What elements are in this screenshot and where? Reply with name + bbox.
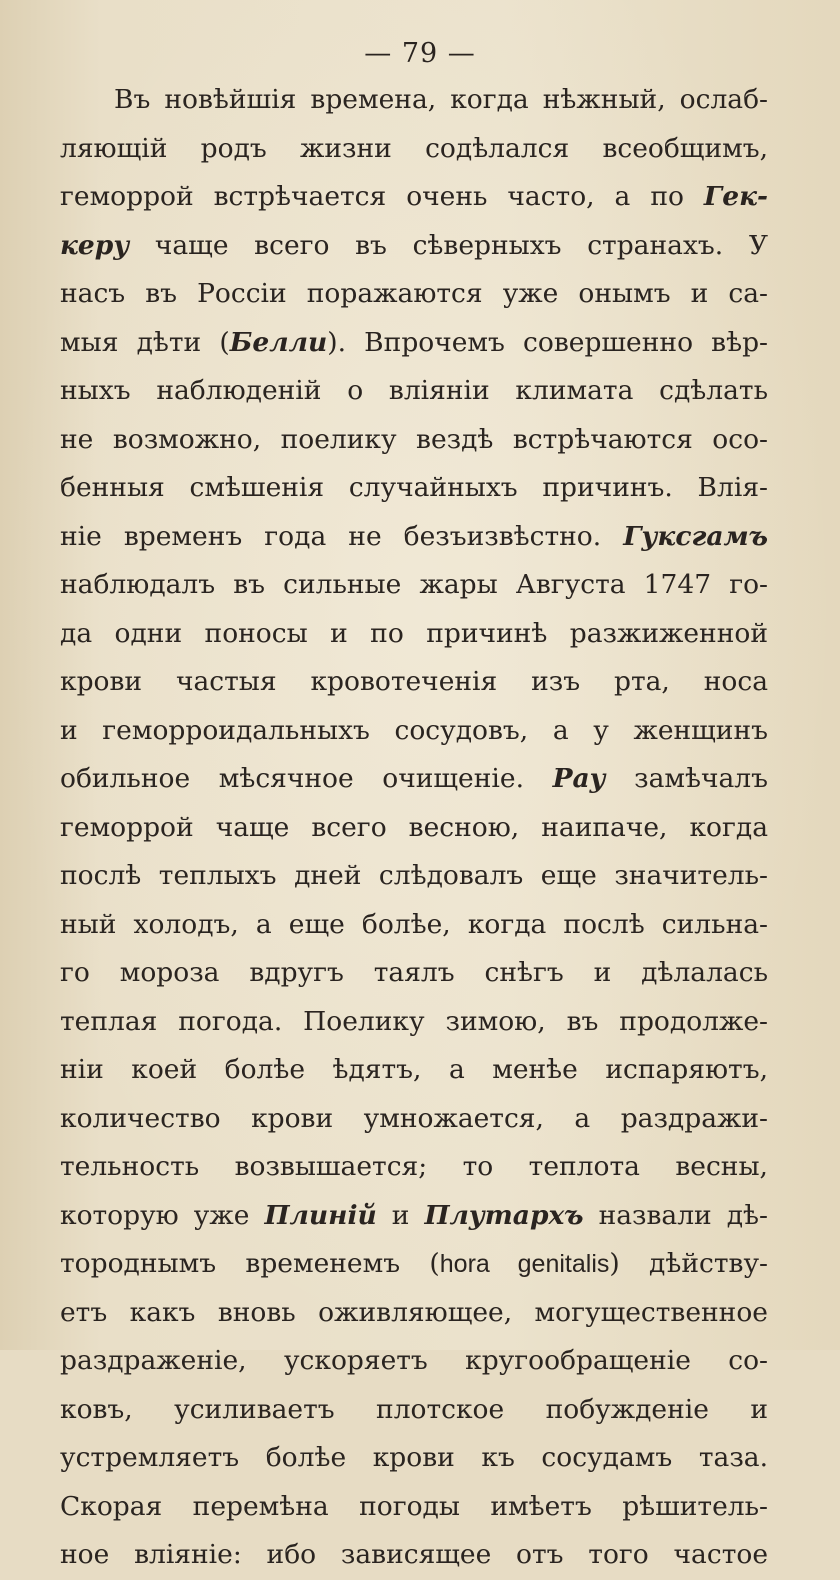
text-segment: Въ новѣйшія времена, когда нѣжный, ослаб- [114, 84, 768, 115]
text-line [60, 270, 768, 319]
text-segment: теплая погода. Поелику зимою, въ продолже- [60, 1005, 768, 1037]
text-segment: количество крови умножается, а раздражи- [60, 1102, 768, 1134]
author-name: Белли [229, 326, 328, 358]
text-segment: ковъ, усиливаетъ плотское побужденіе и [60, 1393, 768, 1425]
text-segment: бенныя смѣшенія случайныхъ причинъ. Влія- [60, 472, 768, 503]
text-line [60, 755, 768, 804]
text-line [60, 949, 768, 998]
text-segment: геморрой встрѣчается очень часто, а по [60, 181, 704, 212]
text-segment: Скорая перемѣна погоды имѣетъ рѣшитель- [60, 1490, 768, 1522]
text-segment: устремляетъ болѣе крови къ сосудамъ таза. [60, 1442, 768, 1473]
text-line [60, 125, 768, 174]
text-line [60, 1095, 768, 1144]
text-segment: ное вліяніе: ибо зависящее отъ того частое [60, 1539, 768, 1570]
text-line [60, 1289, 768, 1338]
text-line [60, 707, 768, 756]
text-line [60, 1192, 768, 1241]
text-segment: насъ въ Россіи поражаются уже онымъ и са- [60, 278, 768, 309]
latin-phrase: hora genitalis [439, 1250, 610, 1278]
text-line [60, 222, 768, 271]
text-line [60, 1240, 768, 1289]
text-line [60, 367, 768, 416]
text-line [60, 76, 768, 125]
text-segment: раздраженіе, ускоряетъ кругообращеніе со- [60, 1345, 768, 1376]
author-name: керу [60, 229, 130, 261]
text-segment: ). Впрочемъ совершенно вѣр- [327, 326, 768, 358]
text-segment: которую уже [60, 1199, 265, 1231]
text-line [60, 610, 768, 659]
text-line [60, 1046, 768, 1095]
text-segment: назвали дѣ- [583, 1199, 768, 1231]
text-line [60, 1143, 768, 1192]
text-segment: ніи коей болѣе ѣдятъ, а менѣе испаряютъ, [60, 1054, 768, 1085]
text-segment: чаще всего въ сѣверныхъ странахъ. У [129, 229, 768, 261]
text-segment: тороднымъ временемъ ( [60, 1248, 440, 1279]
text-line [60, 998, 768, 1047]
text-line [60, 464, 768, 513]
text-line [60, 658, 768, 707]
text-segment: ) дѣйству- [609, 1248, 768, 1279]
text-line [60, 1386, 768, 1435]
author-name: Рау [552, 763, 606, 794]
text-segment: тельность возвышается; то теплота весны, [60, 1151, 768, 1182]
text-line [60, 1531, 768, 1580]
author-name: Плиній [264, 1199, 377, 1231]
text-line [60, 1483, 768, 1532]
text-line [60, 1434, 768, 1483]
text-segment: крови частыя кровотеченія изъ рта, носа [60, 666, 768, 697]
text-segment: етъ какъ вновь оживляющее, могущественное [60, 1296, 768, 1328]
text-line [60, 804, 768, 853]
text-segment: и [376, 1199, 425, 1231]
text-segment: ляющій родъ жизни содѣлался всеобщимъ, [60, 132, 768, 164]
text-segment: замѣчалъ [605, 763, 768, 794]
text-segment: ный холодъ, а еще болѣе, когда послѣ сильна- [60, 908, 768, 940]
text-line [60, 513, 768, 562]
text-line [60, 319, 768, 368]
text-segment: ніе временъ года не безъизвѣстно. [60, 520, 624, 552]
author-name: Гуксгамъ [623, 520, 768, 552]
text-line [60, 173, 768, 222]
text-segment: геморрой чаще всего весною, наипаче, когда [60, 811, 768, 843]
text-line [60, 852, 768, 901]
text-segment: ныхъ наблюденій о вліяніи климата сдѣлать [60, 375, 768, 406]
text-segment: и геморроидальныхъ сосудовъ, а у женщинъ [60, 714, 768, 746]
text-segment: обильное мѣсячное очищеніе. [60, 763, 553, 794]
text-segment: послѣ теплыхъ дней слѣдовалъ еще значитель- [60, 860, 768, 891]
text-line [60, 416, 768, 465]
text-segment: да одни поносы и по причинѣ разжиженной [60, 617, 768, 649]
text-line [60, 561, 768, 610]
text-line [60, 901, 768, 950]
author-name: Плутархъ [424, 1199, 584, 1231]
text-segment: мыя дѣти ( [60, 326, 230, 358]
body-text [60, 76, 768, 1580]
author-name: Гек- [703, 181, 768, 212]
text-segment: го мороза вдругъ таялъ снѣгъ и дѣлалась [60, 957, 768, 988]
text-segment: наблюдалъ въ сильные жары Августа 1747 го- [60, 569, 768, 600]
text-line [60, 1337, 768, 1386]
text-segment: не возможно, поелику вездѣ встрѣчаются осо- [60, 423, 768, 455]
page-number: — 79 — [364, 38, 476, 69]
